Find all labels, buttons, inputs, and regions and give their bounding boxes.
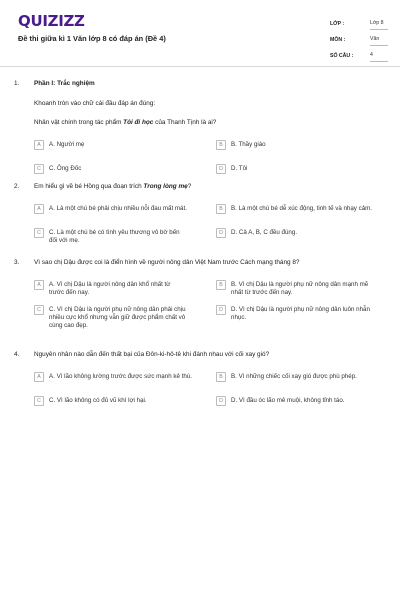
option-letter-box: B [216, 280, 226, 290]
document-title: Đề thi giữa kì 1 Văn lớp 8 có đáp án (Đề 4) [18, 34, 166, 43]
answer-options [34, 202, 390, 245]
option-d[interactable] [216, 226, 396, 245]
option-c[interactable] [34, 394, 214, 412]
option-text: B. Vì chị Dậu là người phụ nữ nông dân mạnh mẽ nhất từ trước đến nay. [231, 280, 369, 296]
section-heading: Phần I: Trắc nghiệm [34, 80, 95, 87]
option-letter-box: C [34, 164, 44, 174]
option-letter-box: A [34, 280, 44, 290]
prompt-text: Vì sao chị Dậu được coi là điển hình về người nông dân Việt Nam trước Cách mạng tháng 8? [34, 259, 300, 266]
option-b[interactable] [216, 370, 396, 388]
option-letter-box: B [216, 204, 226, 214]
prompt-text-end: của Thanh Tịnh là ai? [153, 119, 217, 127]
option-a[interactable] [34, 370, 214, 388]
option-letter-box: A [34, 140, 44, 150]
question-number: 2. [14, 183, 20, 190]
option-letter-box: D [216, 305, 226, 315]
meta-value-question-count: 4 [370, 52, 388, 62]
option-text: C. Vì lão không có đủ vũ khí lợi hại. [49, 396, 147, 404]
meta-label-subject: MÔN : [330, 37, 346, 43]
option-letter-box: B [216, 140, 226, 150]
option-text: B. Vì những chiếc cối xay gió được phù phép. [231, 372, 357, 380]
option-text: C. Vì chị Dậu là người phụ nữ nông dân phải chịu nhiều cực khổ nhưng vẫn giữ được phẩm chất vô cùng cao đẹp. [49, 305, 186, 329]
question-prompt [34, 119, 390, 128]
meta-panel [330, 14, 388, 62]
option-b[interactable] [216, 202, 396, 220]
quizizz-logo: QUIZIZZ [18, 12, 85, 30]
option-text: A. Người mẹ [49, 140, 85, 148]
answer-options [34, 278, 390, 330]
header-divider [0, 66, 400, 67]
option-text: A. Là một chú bé phải chịu nhiều nỗi đau mất mát. [49, 204, 187, 212]
option-text: A. Vì chị Dậu là người nông dân khổ nhất từ trước đến nay. [49, 280, 171, 296]
prompt-text-end: ? [187, 183, 192, 190]
option-text: D. Tôi [231, 164, 248, 172]
meta-value-class: Lớp 8 [370, 20, 388, 30]
option-d[interactable] [216, 303, 396, 330]
prompt-text: Nhân vật chính trong tác phẩm [34, 119, 124, 127]
option-letter-box: A [34, 204, 44, 214]
question-number: 3. [14, 259, 20, 266]
option-letter-box: D [216, 228, 226, 238]
question-number: 4. [14, 351, 20, 358]
option-d[interactable] [216, 162, 396, 180]
option-letter-box: C [34, 228, 44, 238]
option-letter-box: B [216, 372, 226, 382]
meta-value-subject: Văn [370, 36, 388, 46]
question-prompt [34, 351, 390, 360]
option-text: A. Vì lão không lường trước được sức mạnh kẻ thù. [49, 372, 192, 380]
option-letter-box: D [216, 164, 226, 174]
option-c[interactable] [34, 303, 214, 330]
meta-row-question-count [330, 46, 388, 62]
option-text: B. Thầy giáo [231, 140, 266, 148]
option-text: D. Vì đầu óc lão mê muội, không tỉnh táo. [231, 396, 345, 404]
meta-label-question-count: SỐ CÂU : [330, 53, 354, 59]
option-letter-box: A [34, 372, 44, 382]
option-text: C. Ông Đốc [49, 164, 82, 172]
option-text: D. Cả A, B, C đều đúng. [231, 228, 298, 236]
option-text: B. Là một chú bé dễ xúc động, tinh tế và nhạy cảm. [231, 204, 373, 212]
question-prompt [34, 259, 390, 268]
answer-options [34, 370, 390, 412]
option-letter-box: C [34, 305, 44, 315]
question-1 [14, 80, 390, 180]
option-a[interactable] [34, 138, 214, 156]
option-text: C. Là một chú bé có tình yêu thương vô bờ bến đối với mẹ. [49, 228, 180, 244]
prompt-emphasis: Tôi đi học [123, 119, 154, 127]
instruction-text: Khoanh tròn vào chữ cái đầu đáp án đúng: [34, 99, 156, 107]
option-b[interactable] [216, 278, 396, 297]
meta-label-class: LỚP : [330, 21, 345, 27]
prompt-text: Em hiểu gì về bé Hồng qua đoạn trích [34, 183, 144, 190]
answer-options [34, 138, 390, 180]
question-4 [14, 351, 390, 412]
option-c[interactable] [34, 162, 214, 180]
option-d[interactable] [216, 394, 396, 412]
prompt-emphasis: Trong lòng mẹ [143, 183, 188, 190]
question-prompt [34, 183, 390, 192]
question-3 [14, 259, 390, 330]
question-number: 1. [14, 80, 20, 87]
option-letter-box: D [216, 396, 226, 406]
option-a[interactable] [34, 202, 214, 220]
option-b[interactable] [216, 138, 396, 156]
option-c[interactable] [34, 226, 214, 245]
prompt-text: Nguyên nhân nào dẫn đến thất bại của Đôn-ki-hô-tê khi đánh nhau với cối xay gió? [34, 351, 270, 358]
option-a[interactable] [34, 278, 214, 297]
question-2 [14, 183, 390, 245]
meta-row-subject [330, 30, 388, 46]
option-text: D. Vì chị Dậu là người phụ nữ nông dân luôn nhẫn nhục. [231, 305, 370, 321]
option-letter-box: C [34, 396, 44, 406]
meta-row-class [330, 14, 388, 30]
